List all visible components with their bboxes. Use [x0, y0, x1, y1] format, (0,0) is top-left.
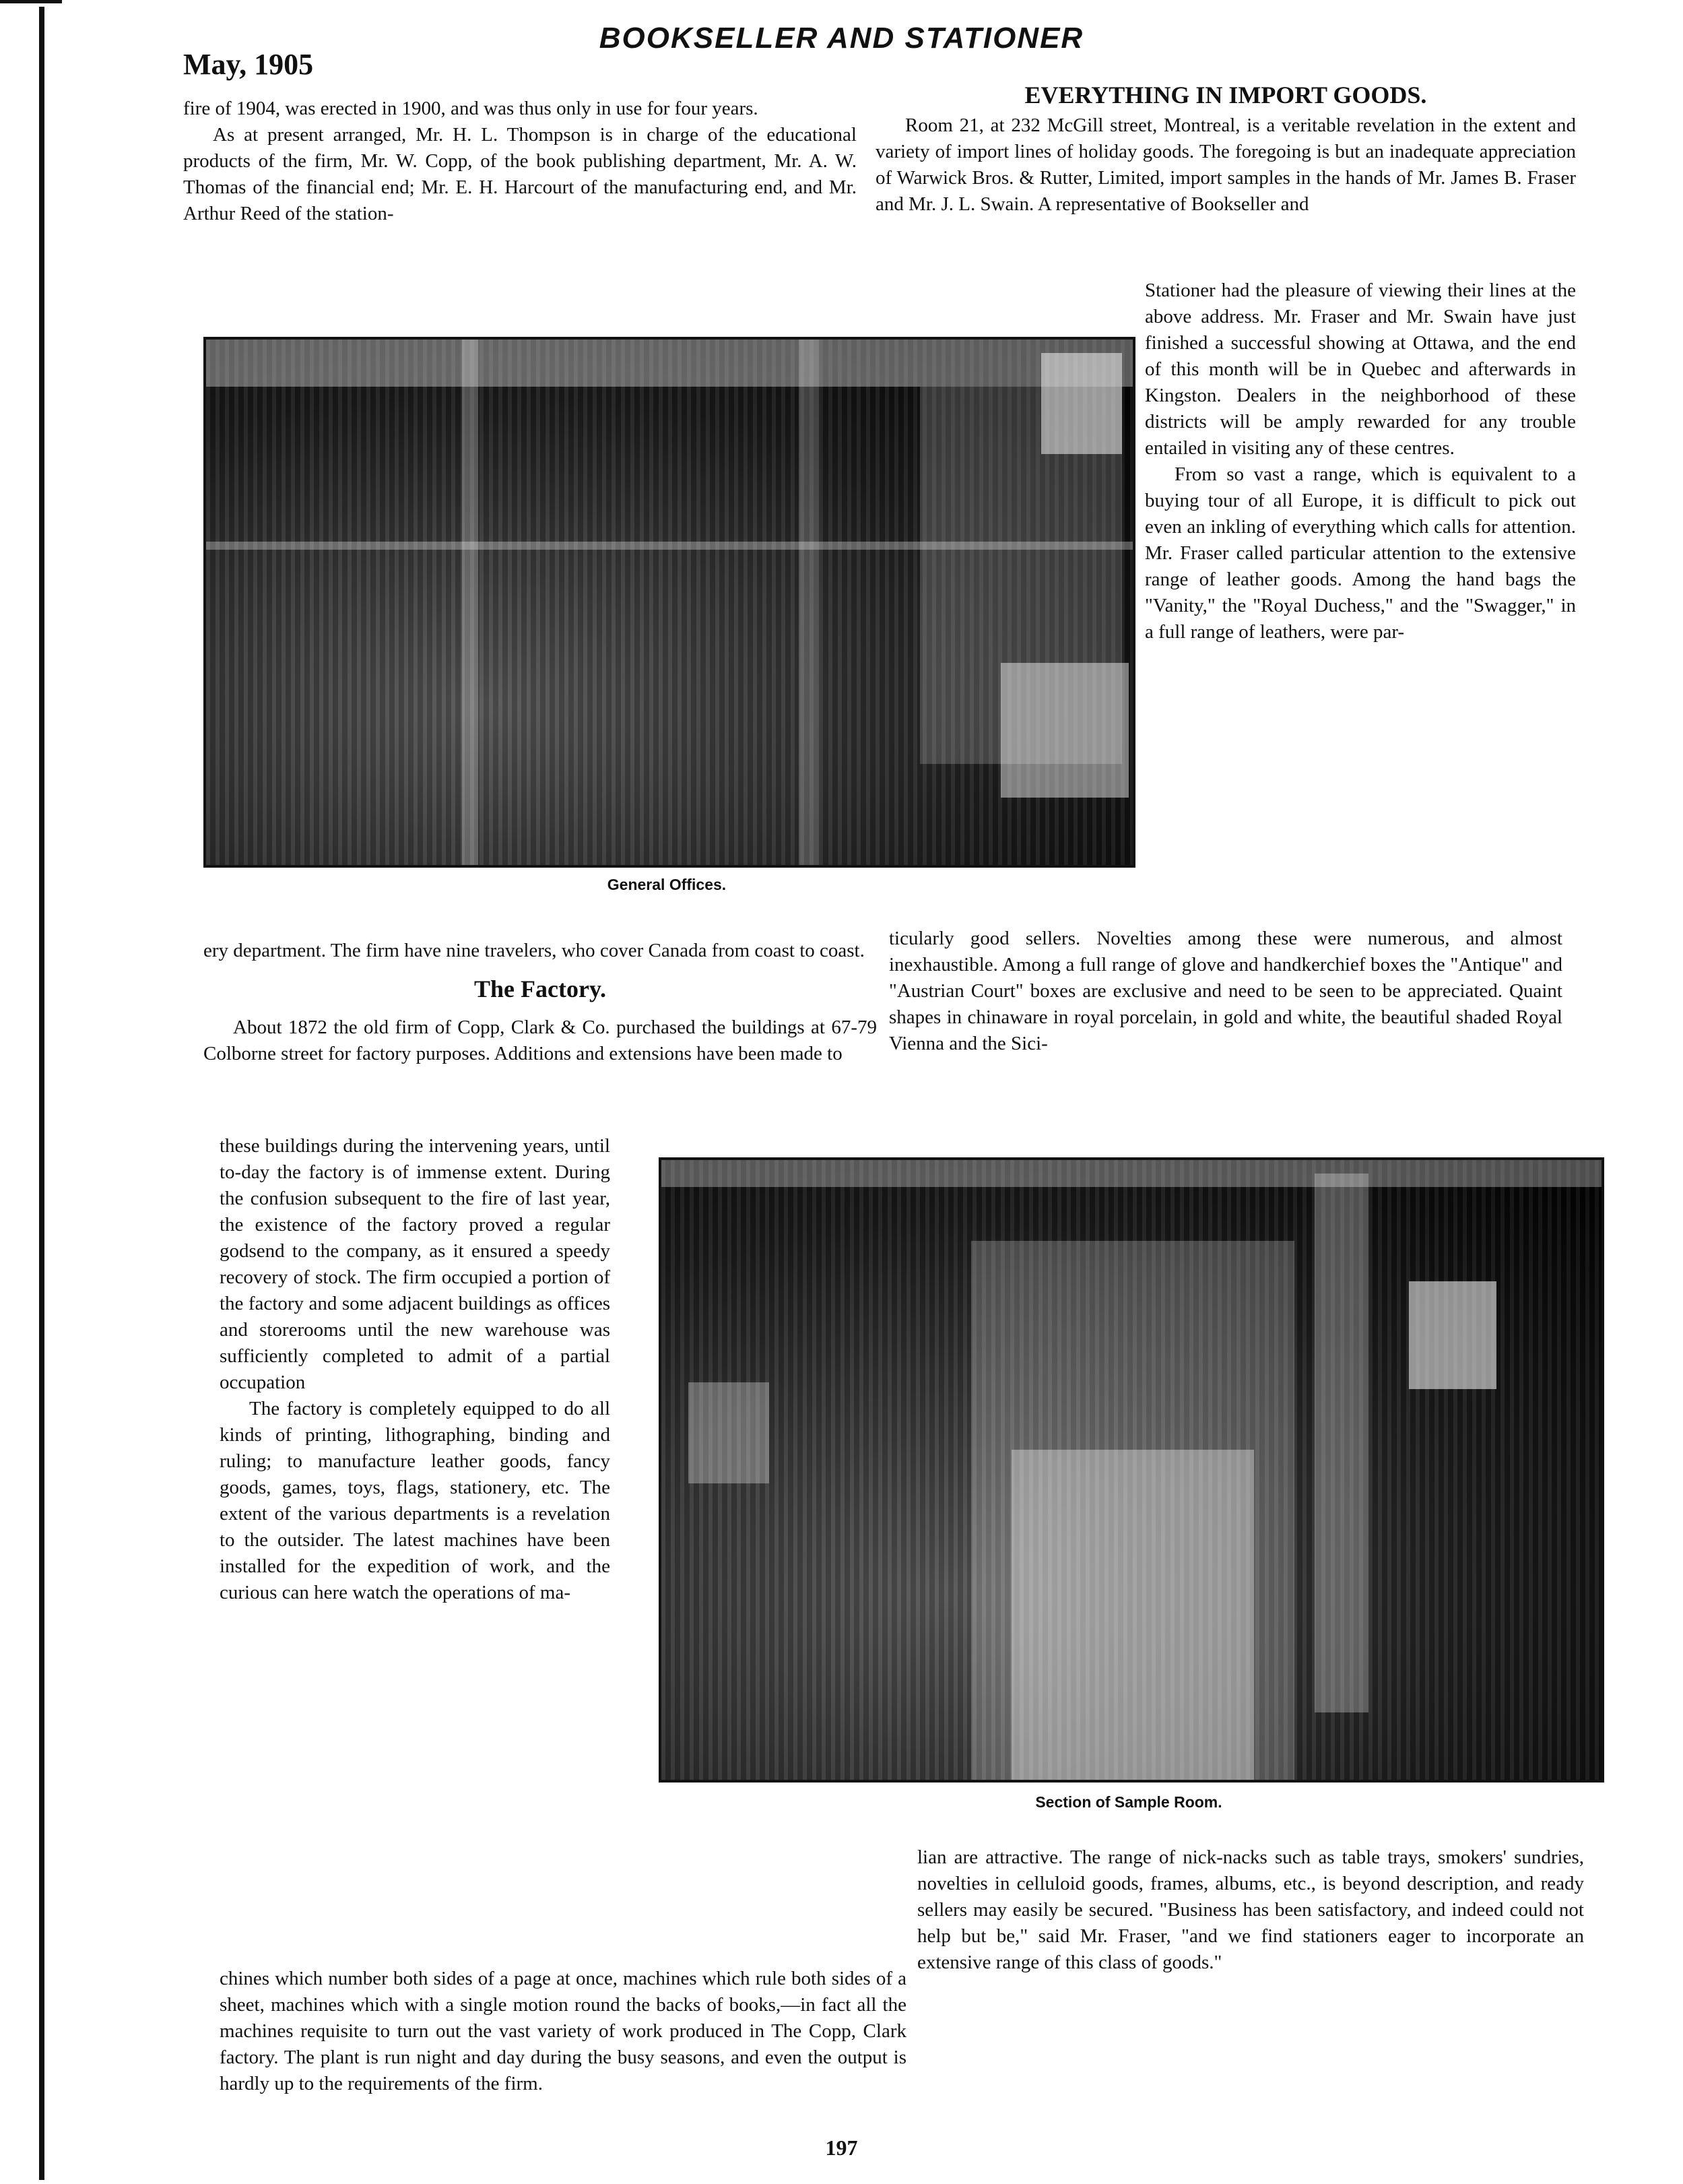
- journal-title: BOOKSELLER AND STATIONER: [599, 22, 1084, 55]
- article-heading: EVERYTHING IN IMPORT GOODS.: [1024, 82, 1427, 108]
- paragraph: fire of 1904, was erected in 1900, and was thus only in use for four years.: [183, 98, 758, 119]
- right-column-narrow: [1145, 278, 1576, 645]
- corner-rule: [0, 0, 62, 3]
- margin-rule: [39, 7, 44, 2180]
- page-number: 197: [825, 2135, 858, 2160]
- paragraph: Room 21, at 232 McGill street, Montreal, is a veritable revelation in the extent and variety of import lines of holiday goods. The foregoing is but an inadequate appreciation of Warwick Bros. & Rutter, Limited, import samples in the hands of Mr. James B. Fraser and Mr. J. L. Swain. A representative of Bookseller and: [876, 115, 1576, 215]
- right-column-bottom: [917, 1844, 1584, 1976]
- right-column-middle: [889, 926, 1562, 1057]
- sample-room-photo: [659, 1157, 1604, 1782]
- general-offices-photo: [203, 337, 1135, 868]
- left-column-middle: [203, 938, 877, 1067]
- paragraph: The factory is completely equipped to do all kinds of printing, lithographing, binding and ruling; to manufacture leather goods, fancy goods, games, toys, flags, stationery, etc. The extent of the various departments is a revelation to the outsider. The latest machines have been installed for the expedition of work, and the curious can here watch the operations of ma-: [220, 1398, 610, 1603]
- left-column-narrow: [220, 1133, 610, 1606]
- photo-caption: General Offices.: [607, 876, 727, 893]
- section-heading: The Factory.: [474, 975, 606, 1002]
- paragraph: About 1872 the old firm of Copp, Clark & Co. purchased the buildings at 67-79 Colborne street for factory purposes. Additions and extensions have been made to: [203, 1017, 877, 1064]
- paragraph: these buildings during the intervening years, until to-day the factory is of immense extent. During the confusion subsequent to the fire of last year, the existence of the factory proved a regular godsend to the company, as it ensured a speedy recovery of stock. The firm occupied a portion of the factory and some adjacent buildings as offices and storerooms until the new warehouse was sufficiently completed to admit of a partial occupation: [220, 1135, 610, 1393]
- paragraph: lian are attractive. The range of nick-nacks such as table trays, smokers' sundries, novelties in celluloid goods, frames, albums, etc., is beyond description, and ready sellers may easily be secured. "Business has been satisfactory, and indeed could not help but be," said Mr. Fraser, "and we find stationers eager to incorporate an extensive range of this class of goods.": [917, 1846, 1584, 1973]
- paragraph: As at present arranged, Mr. H. L. Thompson is in charge of the educational products of the firm, Mr. W. Copp, of the book publishing department, Mr. A. W. Thomas of the financial end; Mr. E. H. Harcourt of the manufacturing end, and Mr. Arthur Reed of the station-: [183, 124, 857, 224]
- photo-caption: Section of Sample Room.: [1035, 1793, 1222, 1811]
- issue-date: May, 1905: [183, 48, 314, 81]
- left-column-top: [183, 96, 857, 227]
- paragraph: Stationer had the pleasure of viewing their lines at the above address. Mr. Fraser and Mr. Swain have just finished a successful showing at Ottawa, and the end of this month will be in Quebec and afterwards in Kingston. Dealers in the neighborhood of these districts will be amply rewarded for any trouble entailed in visiting any of these centres.: [1145, 280, 1576, 459]
- paragraph: ticularly good sellers. Novelties among these were numerous, and almost inexhaustible. Among a full range of glove and handkerchief boxes the "Antique" and "Austrian Court" boxes are exclusive and need to be seen to be appreciated. Quaint shapes in chinaware in royal porcelain, in gold and white, the beautiful shaded Royal Vienna and the Sici-: [889, 928, 1562, 1054]
- paragraph: ery department. The firm have nine travelers, who cover Canada from coast to coast.: [203, 940, 865, 961]
- paragraph: From so vast a range, which is equivalent to a buying tour of all Europe, it is difficult to pick out even an inkling of everything which calls for attention. Mr. Fraser called particular attention to the extensive range of leather goods. Among the hand bags the "Vanity," the "Royal Duchess," and the "Swagger," in a full range of leathers, were par-: [1145, 463, 1576, 643]
- paragraph: chines which number both sides of a page at once, machines which rule both sides of a sheet, machines which with a single motion round the backs of books,—in fact all the machines requisite to turn out the vast variety of work produced in The Copp, Clark factory. The plant is run night and day during the busy seasons, and even the output is hardly up to the requirements of the firm.: [220, 1968, 906, 2094]
- left-column-bottom: [220, 1966, 906, 2097]
- right-column-top: [876, 82, 1576, 218]
